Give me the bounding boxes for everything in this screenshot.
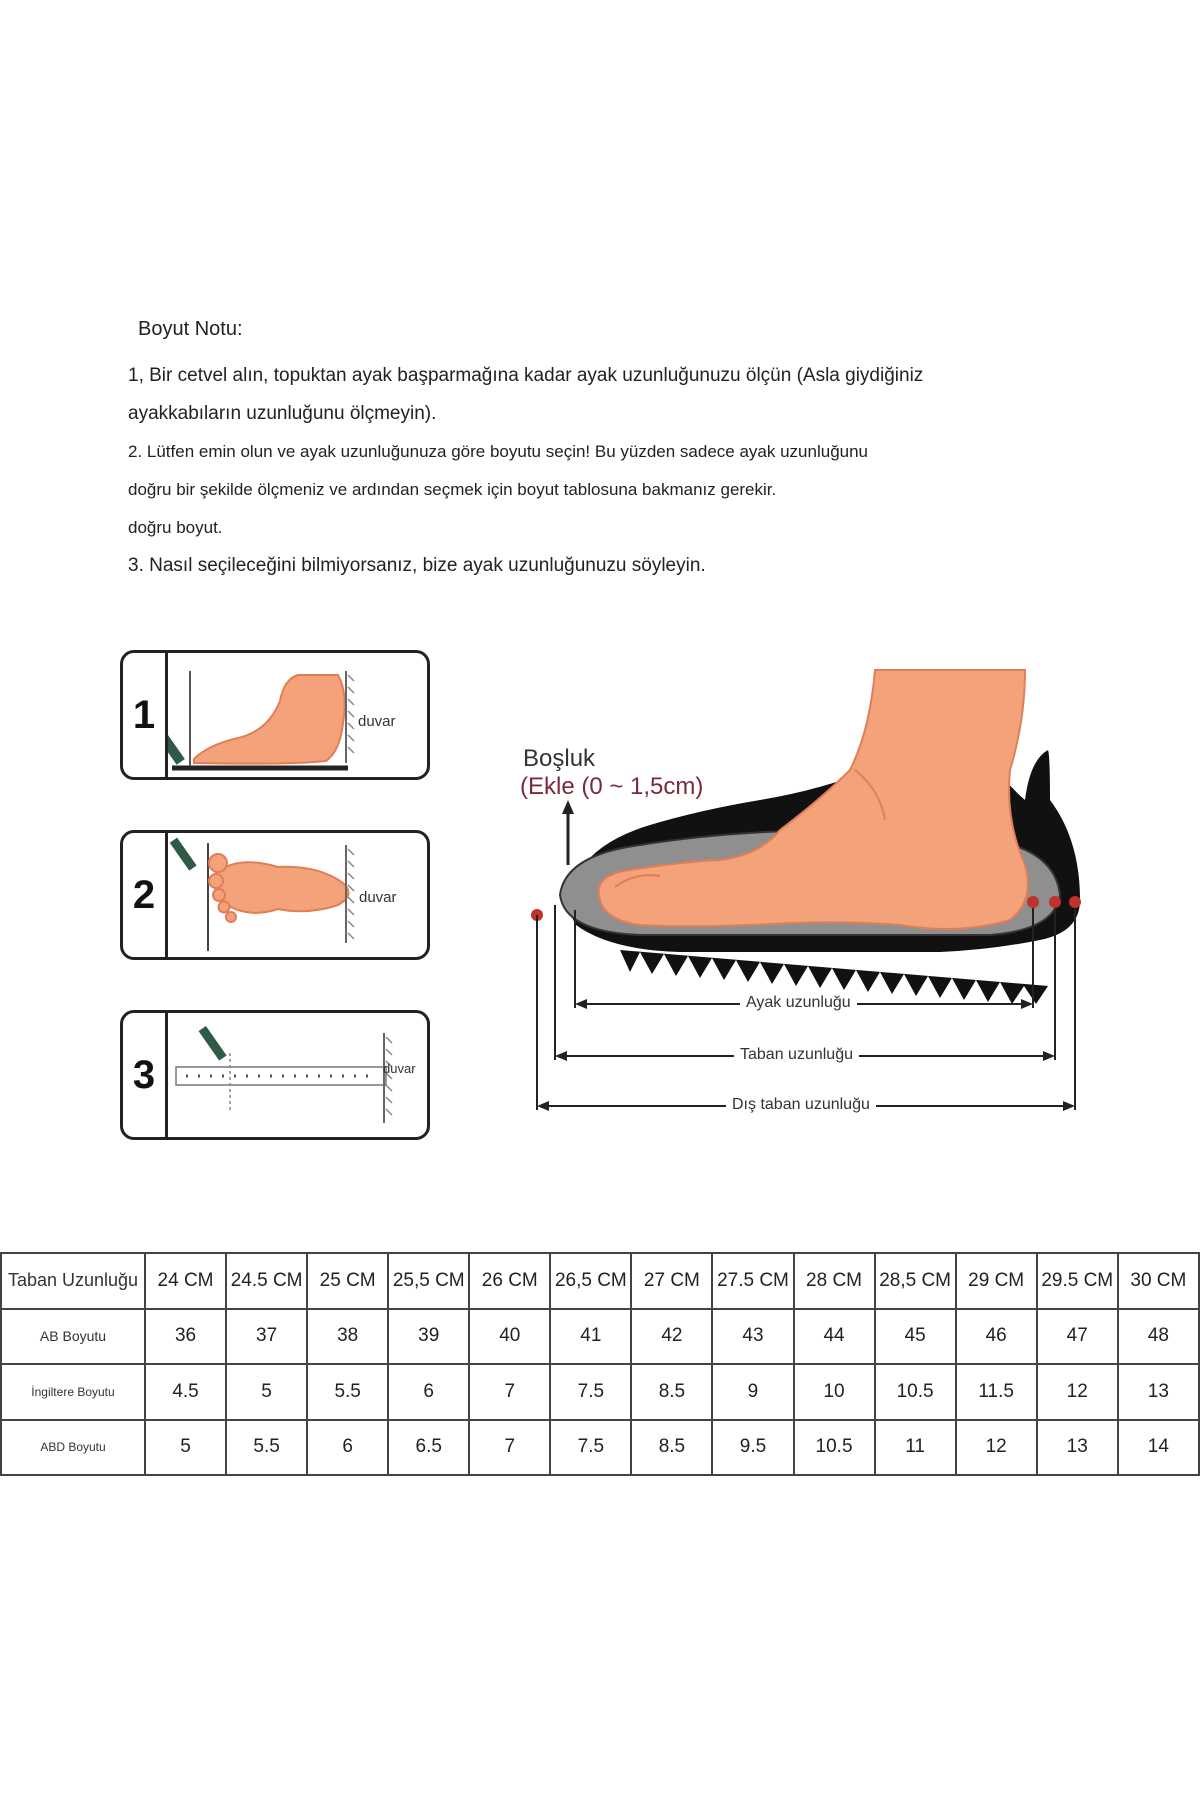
table-cell: 42 — [631, 1309, 712, 1365]
table-cell: 7 — [469, 1364, 550, 1420]
table-cell: 25,5 CM — [388, 1253, 469, 1309]
step-number: 3 — [123, 1013, 168, 1137]
table-header-row — [1, 1253, 1199, 1309]
table-cell: 10 — [794, 1364, 875, 1420]
table-cell: 39 — [388, 1309, 469, 1365]
table-cell: 6.5 — [388, 1420, 469, 1476]
table-cell: 8.5 — [631, 1420, 712, 1476]
table-cell: 8.5 — [631, 1364, 712, 1420]
note-line-3: 3. Nasıl seçileceğini bilmiyorsanız, bize ayak uzunluğunuzu söyleyin. — [128, 555, 706, 576]
table-cell: 6 — [388, 1364, 469, 1420]
note-line-1b: ayakkabıların uzunluğunu ölçmeyin). — [128, 403, 437, 424]
wall-label: duvar — [358, 713, 396, 730]
table-cell: 24.5 CM — [226, 1253, 307, 1309]
table-cell: 25 CM — [307, 1253, 388, 1309]
table-cell: 43 — [712, 1309, 793, 1365]
table-cell: 10.5 — [794, 1420, 875, 1476]
table-row — [1, 1364, 1199, 1420]
measure-step-1 — [120, 650, 430, 780]
table-cell: 45 — [875, 1309, 956, 1365]
note-line-2c: doğru boyut. — [128, 518, 223, 537]
gap-subtitle: (Ekle (0 ~ 1,5cm) — [520, 773, 704, 800]
table-cell: 29.5 CM — [1037, 1253, 1118, 1309]
table-cell: 37 — [226, 1309, 307, 1365]
gap-title: Boşluk — [523, 745, 596, 772]
table-cell: 7 — [469, 1420, 550, 1476]
table-row — [1, 1309, 1199, 1365]
table-cell: 10.5 — [875, 1364, 956, 1420]
row-label: ABD Boyutu — [1, 1420, 145, 1476]
table-header-label: Taban Uzunluğu — [1, 1253, 145, 1309]
table-cell: 36 — [145, 1309, 226, 1365]
table-cell: 30 CM — [1118, 1253, 1199, 1309]
table-cell: 5.5 — [226, 1420, 307, 1476]
table-cell: 46 — [956, 1309, 1037, 1365]
outer-sole-length-label: Dış taban uzunluğu — [726, 1096, 876, 1114]
table-cell: 14 — [1118, 1420, 1199, 1476]
table-cell: 12 — [956, 1420, 1037, 1476]
table-cell: 24 CM — [145, 1253, 226, 1309]
table-cell: 7.5 — [550, 1420, 631, 1476]
foot-length-label: Ayak uzunluğu — [740, 994, 857, 1012]
table-cell: 5 — [145, 1420, 226, 1476]
size-note — [128, 318, 1088, 585]
table-cell: 7.5 — [550, 1364, 631, 1420]
table-cell: 4.5 — [145, 1364, 226, 1420]
table-cell: 28 CM — [794, 1253, 875, 1309]
table-cell: 11 — [875, 1420, 956, 1476]
step-number: 2 — [123, 833, 168, 957]
sole-length-label: Taban uzunluğu — [734, 1046, 859, 1064]
table-cell: 13 — [1037, 1420, 1118, 1476]
table-cell: 41 — [550, 1309, 631, 1365]
table-cell: 5 — [226, 1364, 307, 1420]
table-cell: 11.5 — [956, 1364, 1037, 1420]
table-cell: 40 — [469, 1309, 550, 1365]
size-table — [0, 1252, 1200, 1476]
table-cell: 13 — [1118, 1364, 1199, 1420]
table-cell: 28,5 CM — [875, 1253, 956, 1309]
table-cell: 27 CM — [631, 1253, 712, 1309]
step-number: 1 — [123, 653, 168, 777]
measure-step-2 — [120, 830, 430, 960]
table-cell: 9.5 — [712, 1420, 793, 1476]
note-line-2b: doğru bir şekilde ölçmeniz ve ardından seçmek için boyut tablosuna bakmanız gerekir. — [128, 480, 777, 499]
measure-step-3 — [120, 1010, 430, 1140]
row-label: İngiltere Boyutu — [1, 1364, 145, 1420]
table-cell: 44 — [794, 1309, 875, 1365]
table-cell: 27.5 CM — [712, 1253, 793, 1309]
table-row — [1, 1420, 1199, 1476]
note-line-2a: 2. Lütfen emin olun ve ayak uzunluğunuza göre boyutu seçin! Bu yüzden sadece ayak uzunluğunu — [128, 442, 869, 461]
table-cell: 5.5 — [307, 1364, 388, 1420]
note-line-1a: 1, Bir cetvel alın, topuktan ayak başparmağına kadar ayak uzunluğunuzu ölçün (Asla giydiğiniz — [128, 365, 924, 386]
table-cell: 29 CM — [956, 1253, 1037, 1309]
table-cell: 26 CM — [469, 1253, 550, 1309]
table-cell: 47 — [1037, 1309, 1118, 1365]
row-label: AB Boyutu — [1, 1309, 145, 1365]
table-cell: 12 — [1037, 1364, 1118, 1420]
table-cell: 6 — [307, 1420, 388, 1476]
table-cell: 38 — [307, 1309, 388, 1365]
table-cell: 48 — [1118, 1309, 1199, 1365]
wall-label: duvar — [383, 1061, 416, 1076]
wall-label: duvar — [359, 889, 397, 906]
table-cell: 9 — [712, 1364, 793, 1420]
table-cell: 26,5 CM — [550, 1253, 631, 1309]
size-note-title: Boyut Notu: — [138, 318, 243, 340]
